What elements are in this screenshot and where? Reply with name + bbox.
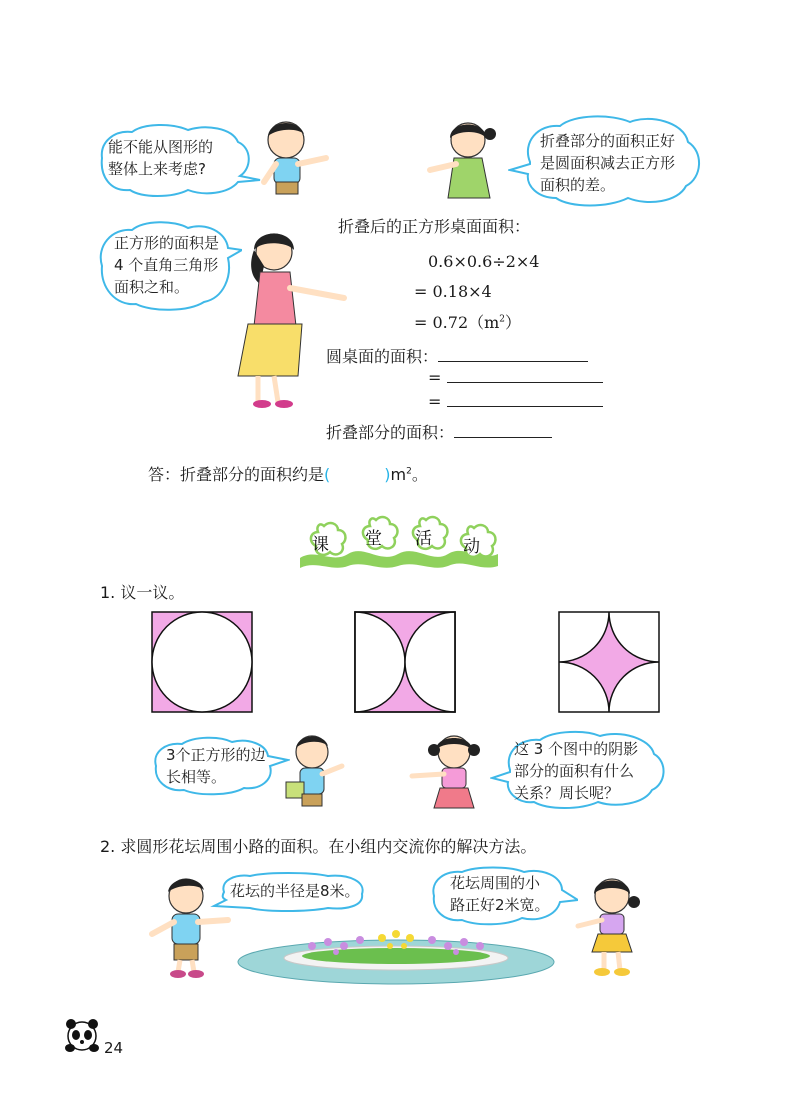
- answer-line: [148, 462, 428, 485]
- calc-line-1: 0.6×0.6÷2×4: [428, 252, 540, 271]
- girl-speech-bubble-q2: [426, 866, 578, 926]
- answer-prefix: 答：折叠部分的面积约是: [148, 465, 325, 484]
- boy-speech-bubble-top: [92, 120, 252, 198]
- circle-area-blank[interactable]: [438, 361, 588, 362]
- flowerbed-illustration: [236, 928, 556, 988]
- boy-bubble-text-top: 能不能从图形的 整体上来考虑?: [108, 138, 214, 178]
- boy-character-q1: [282, 728, 348, 814]
- eq-sign-2: =: [428, 392, 442, 411]
- answer-unit-sup: 2: [406, 466, 412, 477]
- question-1-title: 1. 议一议。: [100, 583, 185, 602]
- eq-sign-1: =: [428, 368, 442, 387]
- question-2-title: 2. 求圆形花坛周围小路的面积。在小组内交流你的解决方法。: [100, 837, 537, 856]
- teacher-speech-bubble: [92, 218, 242, 314]
- boy-speech-bubble-q2: [210, 872, 370, 912]
- banner-char-2: 堂: [365, 529, 382, 549]
- circle-eq-blank-1[interactable]: [447, 382, 603, 383]
- figure-square-circle: [150, 610, 256, 716]
- circle-area-label: [326, 344, 588, 367]
- boy-bubble-text-q2: 花坛的半径是8米。: [230, 882, 360, 900]
- panda-icon: [62, 1016, 102, 1056]
- figure-square-quarter-circles: [557, 610, 663, 716]
- fold-area-blank[interactable]: [454, 437, 552, 438]
- figure-square-half-circles: [353, 610, 459, 716]
- circle-eq-line-1: [428, 368, 603, 387]
- girl-speech-bubble-q1: [490, 728, 670, 812]
- girl-bubble-text-top: 折叠部分的面积正好 是圆面积减去正方形 面积的差。: [540, 132, 676, 194]
- girl-character-q2: [572, 872, 652, 980]
- banner-char-3: 活: [415, 529, 432, 549]
- girl-character-top: [424, 112, 504, 204]
- answer-close-paren: ): [384, 465, 391, 484]
- activity-banner: [296, 514, 502, 572]
- boy-bubble-text-q1: 3个正方形的边 长相等。: [166, 746, 266, 786]
- banner-char-1: 课: [312, 535, 329, 555]
- teacher-character: [228, 226, 352, 412]
- circle-area-label-text: 圆桌面的面积：: [326, 347, 439, 366]
- answer-open-paren: (: [324, 465, 331, 484]
- girl-bubble-text-q1: 这 3 个图中的阴影 部分的面积有什么 关系？周长呢？: [514, 740, 639, 802]
- answer-unit: m: [390, 465, 407, 484]
- answer-end: 。: [411, 465, 428, 484]
- circle-eq-line-2: [428, 392, 603, 411]
- calc-line-3-sup: 2: [499, 314, 506, 325]
- page-number: 24: [104, 1039, 124, 1057]
- circle-eq-blank-2[interactable]: [447, 406, 603, 407]
- girl-character-q1: [406, 728, 498, 814]
- fold-area-label-text: 折叠部分的面积：: [326, 423, 455, 442]
- calc-line-3: [414, 310, 521, 333]
- calc-line-3-suffix: ）: [505, 313, 522, 332]
- fold-area-label: [326, 420, 552, 443]
- square-area-heading: 折叠后的正方形桌面面积：: [338, 217, 531, 236]
- calc-line-2: = 0.18×4: [414, 282, 492, 301]
- teacher-bubble-text: 正方形的面积是 4 个直角三角形 面积之和。: [114, 234, 220, 296]
- girl-speech-bubble-top: [508, 112, 708, 212]
- banner-char-4: 动: [463, 537, 480, 557]
- boy-character-top: [248, 112, 332, 204]
- boy-speech-bubble-q1: [148, 736, 288, 796]
- calc-line-3-prefix: = 0.72（m: [414, 313, 500, 332]
- girl-bubble-text-q2: 花坛周围的小 路正好2米宽。: [450, 874, 550, 914]
